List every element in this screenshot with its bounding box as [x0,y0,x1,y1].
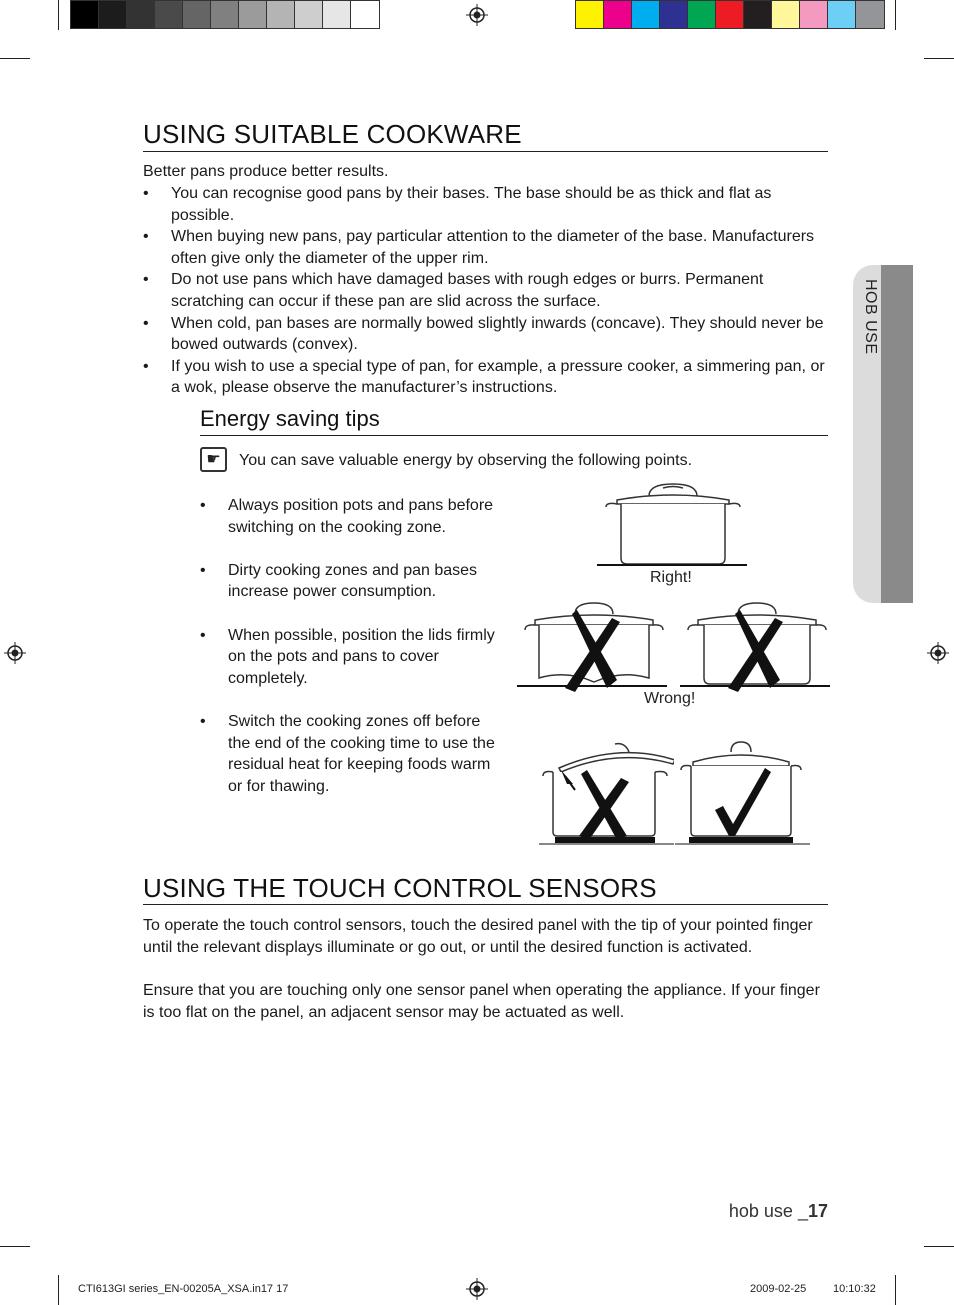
list-item: • When buying new pans, pay particular attention to the diameter of the base. Manufacturers often give only the diameter of the upper rim. [143,226,831,269]
section-rule [143,151,828,152]
gray-swatch [295,1,323,28]
color-swatch [660,1,688,28]
cookware-bullet-list [143,183,831,399]
color-swatch [772,1,800,28]
color-swatch [716,1,744,28]
touch-control-paragraph-2: Ensure that you are touching only one sensor panel when operating the appliance. If your finger is too flat on the panel, an adjacent sensor may be actuated as well. [143,982,820,1021]
registration-mark-icon [466,4,488,26]
registration-mark-icon [466,1278,488,1300]
gray-swatch [127,1,155,28]
gray-swatch [71,1,99,28]
caption-wrong: Wrong! [644,690,696,707]
pot-lid-correct-illustration [675,740,810,846]
crop-mark [58,1275,59,1305]
gray-swatch [267,1,295,28]
gray-swatch [351,1,379,28]
process-color-bar [575,0,885,29]
side-tab-accent [881,265,913,603]
section-side-tab [853,265,913,603]
color-swatch [744,1,772,28]
gray-swatch [239,1,267,28]
touch-control-paragraph-1: To operate the touch control sensors, touch the desired panel with the tip of your pointed finger until the relevant displays illuminate or go out, or until the desired function is activated. [143,917,813,956]
print-file-info: CTI613GI series_EN-00205A_XSA.in17 17 [78,1283,289,1295]
gray-swatch [155,1,183,28]
side-tab-label: HOB USE [862,279,879,355]
list-item: • If you wish to use a special type of pan, for example, a pressure cooker, a simmering pan, or a wok, please observe the manufacturer’s instructions. [143,356,831,399]
crop-mark [895,0,896,30]
footer-section-name: hob use _ [728,1201,808,1221]
list-item: • Dirty cooking zones and pan bases increase power consumption. [200,560,505,603]
energy-subtitle: Energy saving tips [200,406,380,431]
section-title-touch-control: USING THE TOUCH CONTROL SENSORS [143,873,657,903]
crop-mark [924,58,954,59]
cookware-intro: Better pans produce better results. [143,163,389,180]
crop-mark [0,58,30,59]
list-item: • When possible, position the lids firmly on the pots and pans to cover completely. [200,625,505,690]
print-time: 10:10:32 [833,1283,876,1295]
list-item: • When cold, pan bases are normally bowed slightly inwards (concave). They should never be bowed outwards (convex). [143,313,831,356]
pot-correct-illustration [597,482,747,568]
crop-mark [0,1246,30,1247]
pot-lid-wrong-illustration [539,740,674,846]
gray-swatch [323,1,351,28]
registration-mark-icon [927,642,949,664]
pot-mismatch-wrong-illustration [680,600,830,696]
list-item: • Switch the cooking zones off before the end of the cooking time to use the residual heat for keeping foods warm or for thawing. [200,711,505,797]
color-swatch [632,1,660,28]
gray-swatch [99,1,127,28]
grayscale-color-bar [70,0,380,29]
registration-mark-icon [4,642,26,664]
page-number-footer [700,1201,828,1222]
crop-mark [924,1246,954,1247]
pointing-hand-icon: ☛ [200,447,227,472]
page-number: 17 [807,1201,828,1221]
subsection-rule [200,435,828,436]
gray-swatch [211,1,239,28]
color-swatch [576,1,604,28]
pot-warped-wrong-illustration [517,600,667,696]
list-item: • You can recognise good pans by their bases. The base should be as thick and flat as possible. [143,183,831,226]
color-swatch [856,1,884,28]
color-swatch [800,1,828,28]
crop-mark [58,0,59,30]
color-swatch [688,1,716,28]
gray-swatch [183,1,211,28]
color-swatch [604,1,632,28]
list-item: • Do not use pans which have damaged bases with rough edges or burrs. Permanent scratching can occur if these pan are slid across the surface. [143,269,831,312]
color-swatch [828,1,856,28]
energy-note: You can save valuable energy by observing the following points. [239,452,693,469]
section-rule [143,904,828,905]
print-date: 2009-02-25 [750,1283,807,1295]
list-item: • Always position pots and pans before switching on the cooking zone. [200,495,505,538]
section-title-cookware: USING SUITABLE COOKWARE [143,119,522,149]
energy-tips-list [200,495,505,819]
caption-right: Right! [650,569,692,586]
crop-mark [895,1275,896,1305]
